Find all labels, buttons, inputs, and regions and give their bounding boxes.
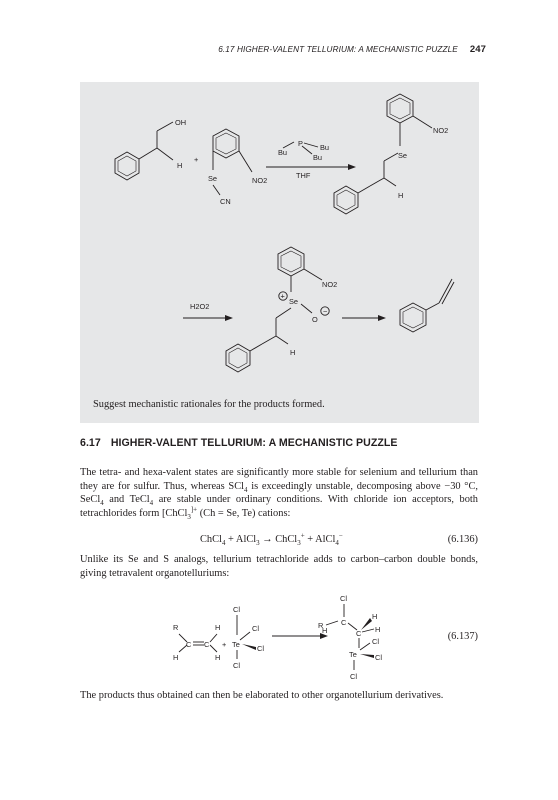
- eq-sub-d: 4: [335, 539, 339, 548]
- sub-3: 3: [187, 512, 191, 521]
- section-title: HIGHER-VALENT TELLURIUM: A MECHANISTIC PUZZLE: [110, 437, 398, 449]
- bu-label-1: Bu: [278, 148, 288, 157]
- cl-label-1: Cl: [233, 605, 240, 614]
- eq-sup-d: −: [338, 531, 343, 540]
- paragraph-3: The products thus obtained can then be elaborated to other organotellurium derivatives.: [80, 690, 444, 701]
- h-label-a: H: [215, 623, 221, 632]
- eq-sub-a: 4: [221, 539, 226, 548]
- sub-4b: 4: [100, 499, 104, 508]
- cl-label-6: Cl: [372, 637, 379, 646]
- running-header: [150, 44, 486, 55]
- h-label-2: H: [398, 191, 404, 200]
- p1-line3a: −30 °C, SeCl: [80, 480, 478, 505]
- arrow-head-3: [378, 315, 386, 321]
- eq-term-b: + AlCl: [225, 534, 257, 545]
- cn-label: CN: [220, 197, 231, 206]
- problem-question: Suggest mechanistic rationales for the products formed.: [93, 399, 325, 410]
- no2-label-2: NO2: [433, 126, 449, 135]
- minus-charge: −: [323, 307, 328, 316]
- eq-term-a: ChCl: [200, 534, 222, 545]
- cl-label-7: Cl: [375, 653, 382, 662]
- cl-label-8: Cl: [350, 672, 357, 681]
- plus-sign-2: +: [222, 640, 227, 649]
- bu-label-3: Bu: [313, 153, 323, 162]
- h-label: H: [177, 161, 183, 170]
- problem-scheme-box: [80, 82, 479, 423]
- equation-number-6-136: (6.136): [447, 534, 478, 545]
- benzene-ring-7: [400, 303, 426, 332]
- wedge-2: [361, 618, 372, 630]
- p1-line4b: (Ch = Se, Te) cations:: [197, 507, 291, 519]
- se-label-2: Se: [398, 151, 408, 160]
- paragraph-2: Unlike its Se and S analogs, tellurium tetrachloride adds to carbon–carbon double bonds, giving tetravalent organotelluriums:: [80, 554, 478, 579]
- oh-label: OH: [175, 118, 187, 127]
- cl-label-2: Cl: [252, 624, 259, 633]
- r-label-1: R: [173, 623, 179, 632]
- equation-6-137-scheme: [160, 588, 400, 684]
- se-label-3: Se: [289, 297, 299, 306]
- p1-line2a: than they are for sulfur. Thus, whereas SCl: [80, 467, 478, 492]
- eq-sup-c: +: [300, 531, 305, 540]
- equation-6-136: [200, 531, 343, 548]
- p-label: P: [298, 139, 303, 148]
- sub-4c: 4: [149, 499, 154, 508]
- c-label-3: C: [341, 618, 347, 627]
- plus-charge: +: [280, 291, 285, 301]
- p1-line4a: both tetrachlorides form [ChCl: [80, 494, 478, 519]
- sup-cation: ]+: [190, 505, 198, 514]
- h2o2-label: H2O2: [190, 302, 210, 311]
- h-label-f: H: [375, 625, 381, 634]
- c-label-2: C: [204, 640, 210, 649]
- reaction-scheme: [80, 82, 479, 423]
- h-label-d: H: [322, 626, 328, 635]
- c-label-1: C: [186, 640, 192, 649]
- wedge-1: [242, 644, 256, 650]
- eq-sub-b: 3: [256, 539, 260, 548]
- thf-label: THF: [296, 171, 311, 180]
- section-heading: [80, 437, 398, 449]
- benzene-ring-2: [213, 129, 239, 158]
- arrow-head-1: [348, 164, 356, 170]
- section-number: 6.17: [80, 437, 101, 449]
- h-label-b: H: [173, 653, 179, 662]
- running-title: 6.17 HIGHER-VALENT TELLURIUM: A MECHANISTIC PUZZLE: [218, 45, 458, 54]
- benzene-ring-1: [115, 152, 139, 180]
- benzene-ring-3: [387, 94, 413, 123]
- cl-label-3: Cl: [257, 644, 264, 653]
- plus-sign: +: [194, 155, 199, 164]
- cl-label-5: Cl: [340, 594, 347, 603]
- se-label-1: Se: [208, 174, 218, 183]
- no2-label-3: NO2: [322, 280, 338, 289]
- benzene-ring-4: [334, 186, 358, 214]
- te-label-2: Te: [349, 650, 357, 659]
- paragraph-1: [80, 466, 478, 520]
- h-label-3: H: [290, 348, 296, 357]
- p1-line1: The tetra- and hexa-valent states are significantly more stable for selenium and tellurium: [80, 467, 457, 478]
- eq-term-d: + AlCl: [304, 534, 336, 545]
- p1-line3b: and TeCl: [103, 494, 150, 505]
- p1-line2b: is exceedingly unstable, decomposing above: [247, 480, 441, 492]
- p1-line3c: are stable under ordinary conditions. With chloride ion acceptors,: [153, 494, 454, 505]
- h-label-c: H: [215, 653, 221, 662]
- page-number: 247: [469, 44, 486, 55]
- equation-number-6-137: (6.137): [447, 631, 478, 642]
- eq-term-c: → ChCl: [259, 534, 298, 545]
- arrow-head-2: [225, 315, 233, 321]
- wedge-3: [360, 654, 374, 658]
- o-label: O: [312, 315, 318, 324]
- no2-label-1: NO2: [252, 176, 268, 185]
- sub-4: 4: [244, 485, 248, 494]
- te-label-1: Te: [232, 640, 240, 649]
- c-label-4: C: [356, 629, 362, 638]
- h-label-e: H: [372, 612, 378, 621]
- benzene-ring-6: [226, 344, 250, 372]
- eq-sub-c: 3: [297, 539, 301, 548]
- r-label-2: R: [318, 621, 324, 630]
- bu-label-2: Bu: [320, 143, 330, 152]
- benzene-ring-5: [278, 247, 304, 276]
- cl-label-4: Cl: [233, 661, 240, 670]
